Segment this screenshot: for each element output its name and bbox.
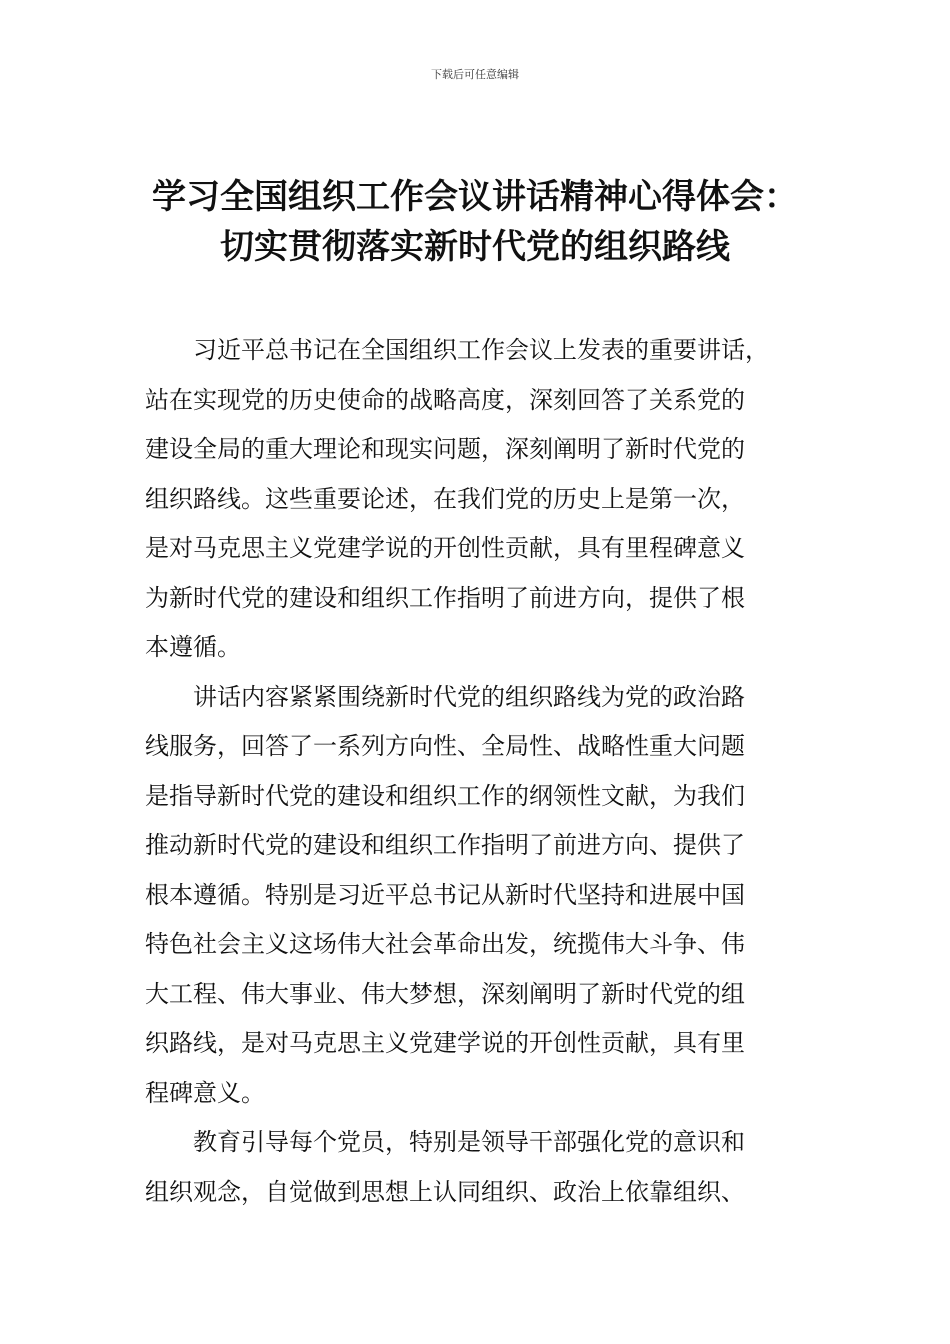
text-line: 是指导新时代党的建设和组织工作的纲领性文献，为我们 — [145, 781, 745, 810]
text-line: 组织路线。这些重要论述，在我们党的历史上是第一次， — [145, 484, 745, 513]
text-line: 站在实现党的历史使命的战略高度，深刻回答了关系党的 — [145, 385, 745, 414]
text-line: 织路线，是对马克思主义党建学说的开创性贡献，具有里 — [145, 1029, 745, 1057]
text-line: 特色社会主义这场伟大社会革命出发，统揽伟大斗争、伟 — [145, 930, 745, 958]
text-line: 大工程、伟大事业、伟大梦想，深刻阐明了新时代党的组 — [145, 979, 745, 1008]
title-line-2: 切实贯彻落实新时代党的组织路线 — [220, 227, 730, 267]
text-line: 线服务，回答了一系列方向性、全局性、战略性重大问题 — [145, 732, 745, 760]
text-line: 建设全局的重大理论和现实问题，深刻阐明了新时代党的 — [145, 435, 745, 463]
document-title — [120, 172, 830, 272]
text-line: 根本遵循。特别是习近平总书记从新时代坚持和进展中国 — [145, 880, 745, 909]
text-line: 本遵循。 — [145, 633, 241, 661]
text-line: 是对马克思主义党建学说的开创性贡献，具有里程碑意义 — [145, 534, 745, 562]
header-note: 下载后可任意编辑 — [431, 68, 519, 81]
paragraph-3 — [145, 1118, 835, 1217]
text-line: 讲话内容紧紧围绕新时代党的组织路线为党的政治路 — [193, 682, 745, 711]
text-line: 推动新时代党的建设和组织工作指明了前进方向、提供了 — [145, 831, 745, 859]
title-line-1: 学习全国组织工作会议讲话精神心得体会： — [152, 177, 798, 217]
body-text — [145, 326, 835, 1217]
text-line: 组织观念，自觉做到思想上认同组织、政治上依靠组织、 — [145, 1177, 745, 1206]
text-line: 程碑意义。 — [145, 1078, 265, 1107]
paragraph-1 — [145, 326, 835, 673]
text-line: 习近平总书记在全国组织工作会议上发表的重要讲话， — [193, 336, 769, 364]
paragraph-2 — [145, 673, 835, 1119]
text-line: 为新时代党的建设和组织工作指明了前进方向，提供了根 — [145, 583, 745, 612]
text-line: 教育引导每个党员，特别是领导干部强化党的意识和 — [193, 1128, 745, 1156]
